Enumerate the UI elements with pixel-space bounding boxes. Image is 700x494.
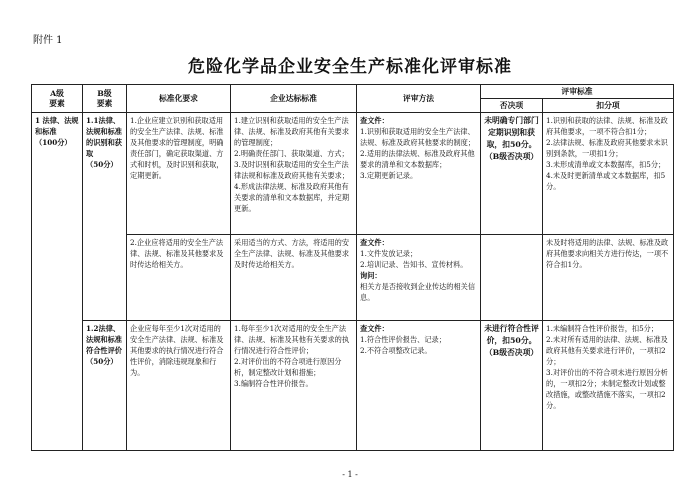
header-method: 评审方法	[357, 85, 481, 113]
table-row	[32, 235, 674, 321]
header-a-level	[32, 85, 83, 113]
veto-line1: 未进行符合性评价，扣50分。	[484, 324, 539, 345]
evaluation-standard-table	[31, 84, 674, 451]
b-element-line1: 1.2法律、法规和标准符合性评价	[86, 324, 122, 355]
deduction-cell	[543, 113, 674, 235]
list-item: 未及时将适用的法律、法规、标准及政府其他要求向相关方进行传达，一项不符合扣1分。	[546, 238, 669, 269]
list-item: 3.编制符合性评价报告。	[234, 379, 313, 388]
method-title: 查文件：	[360, 238, 389, 247]
header-deduction: 扣分项	[543, 99, 674, 113]
a-element-cell	[32, 113, 83, 451]
table-row	[32, 321, 674, 451]
list-item: 4.形成法律法规、标准及政府其他有关要求的清单和文本数据库，并定期更新。	[234, 182, 350, 213]
list-item: 2.适用的法律法规、标准及政府其他要求的清单和文本数据库；	[360, 149, 475, 169]
list-item: 3.未形成清单或文本数据库，扣5分；	[546, 160, 666, 169]
header-b-level-line2: 要素	[96, 98, 113, 108]
header-veto: 否决项	[481, 99, 543, 113]
veto-line2: （B级否决项）	[484, 348, 539, 357]
requirement-cell: 企业应每年至少1次对适用的安全生产法律、法规、标准及其他要求的执行情况进行符合性评价，消除违规现象和行为。	[127, 321, 231, 451]
list-item: 1.识别和获取的法律、法规、标准及政府其他要求，一项不符合扣1分；	[546, 116, 668, 136]
requirement-cell: 2.企业应将适用的安全生产法律、法规、标准及其他要求及时传达给相关方。	[127, 235, 231, 321]
table-header-row	[32, 85, 674, 99]
list-item: 2.不符合项整改记录。	[360, 346, 432, 355]
list-item: 2.法律法规、标准及政府其他要求未识别到条款，一项扣1分；	[546, 138, 668, 158]
method-list	[360, 334, 477, 356]
deduction-cell	[543, 321, 674, 451]
list-item: 2.对评价出的不符合项进行原因分析，制定整改计划和措施；	[234, 357, 342, 377]
list-item: 3.及时识别和获取适用的安全生产法律法规和标准及政府其他有关要求；	[234, 160, 350, 180]
list-item: 3.对评价出的不符合项未进行原因分析的，一项扣2分；未制定整改计划或整改措施，或整改措施不落实，一项扣2分。	[546, 368, 668, 410]
method-cell	[357, 235, 481, 321]
compliance-cell	[231, 321, 357, 451]
header-requirement: 标准化要求	[127, 85, 231, 113]
veto-cell	[481, 321, 543, 451]
method-cell	[357, 321, 481, 451]
list-item: 1.文件发放记录；	[360, 249, 418, 258]
list-item: 2.未对所有适用的法律、法规、标准及政府其他有关要求进行评价，一项扣2分；	[546, 335, 668, 366]
list-item: 相关方是否接收到企业传达的相关信息。	[360, 282, 476, 302]
a-element-line1: 1 法律、法规和标准	[35, 116, 79, 136]
attachment-label: 附件 1	[33, 35, 63, 46]
list-item: 1.每年至少1次对适用的安全生产法律、法规、标准及其他有关要求的执行情况进行符合性评价；	[234, 324, 350, 355]
method-list	[360, 248, 477, 270]
list-item: 1.识别和获取适用的安全生产法律、法规、标准及政府其他要求的制度；	[360, 127, 476, 147]
method-cell	[357, 113, 481, 235]
deduction-cell	[543, 235, 674, 321]
list-item: 1.未编制符合性评价报告，扣5分；	[546, 324, 659, 333]
b-element-line2: （50分）	[86, 160, 118, 169]
header-a-level-line1: A级	[50, 88, 64, 98]
header-b-level-line1: B级	[97, 88, 112, 98]
b-element-cell	[83, 321, 127, 451]
veto-cell	[481, 113, 543, 235]
method-title: 查文件：	[360, 324, 389, 333]
compliance-cell	[231, 235, 357, 321]
table-row	[32, 113, 674, 235]
list-item: 2.培训记录、告知书、宣传材料。	[360, 260, 468, 269]
b-element-line1: 1.1法律、法规和标准的识别和获取	[86, 116, 122, 158]
header-a-level-line2: 要素	[49, 98, 65, 108]
list-item: 4.未及时更新清单或文本数据库，扣5分。	[546, 171, 666, 191]
header-compliance: 企业达标标准	[231, 85, 357, 113]
b-element-line2: （50分）	[86, 357, 118, 366]
veto-cell	[481, 235, 543, 321]
method-list	[360, 126, 477, 181]
method-list-inquiry	[360, 281, 477, 303]
list-item: 1.建立识别和获取适用的安全生产法律、法规、标准及政府其他有关要求的管理制度；	[234, 116, 350, 147]
list-item: 3.定期更新记录。	[360, 171, 418, 180]
b-element-cell	[83, 113, 127, 321]
veto-line2: （B级否决项）	[484, 152, 539, 161]
list-item: 2.明确责任部门、获取渠道、方式；	[234, 149, 349, 158]
list-item: 采用适当的方式、方法，将适用的安全生产法律、法规、标准及其他要求及时传达给相关方。	[234, 238, 350, 269]
list-item: 1.符合性评价报告、记录；	[360, 335, 446, 344]
header-criteria: 评审标准	[481, 85, 674, 99]
header-b-level	[83, 85, 127, 113]
requirement-cell: 1.企业应建立识别和获取适用的安全生产法律、法规、标准及其他要求的管理制度，明确责任部门，确定获取渠道、方式和时机，及时识别和获取，定期更新。	[127, 113, 231, 235]
method-title: 查文件：	[360, 116, 389, 125]
method-title-inquiry: 询问：	[360, 271, 382, 280]
a-element-line2: （100分）	[35, 138, 72, 147]
page-number: - 1 -	[342, 470, 358, 479]
veto-line1: 未明确专门部门定期识别和获取，扣50分。	[484, 116, 539, 149]
document-title: 危险化学品企业安全生产标准化评审标准	[188, 57, 512, 77]
compliance-cell	[231, 113, 357, 235]
